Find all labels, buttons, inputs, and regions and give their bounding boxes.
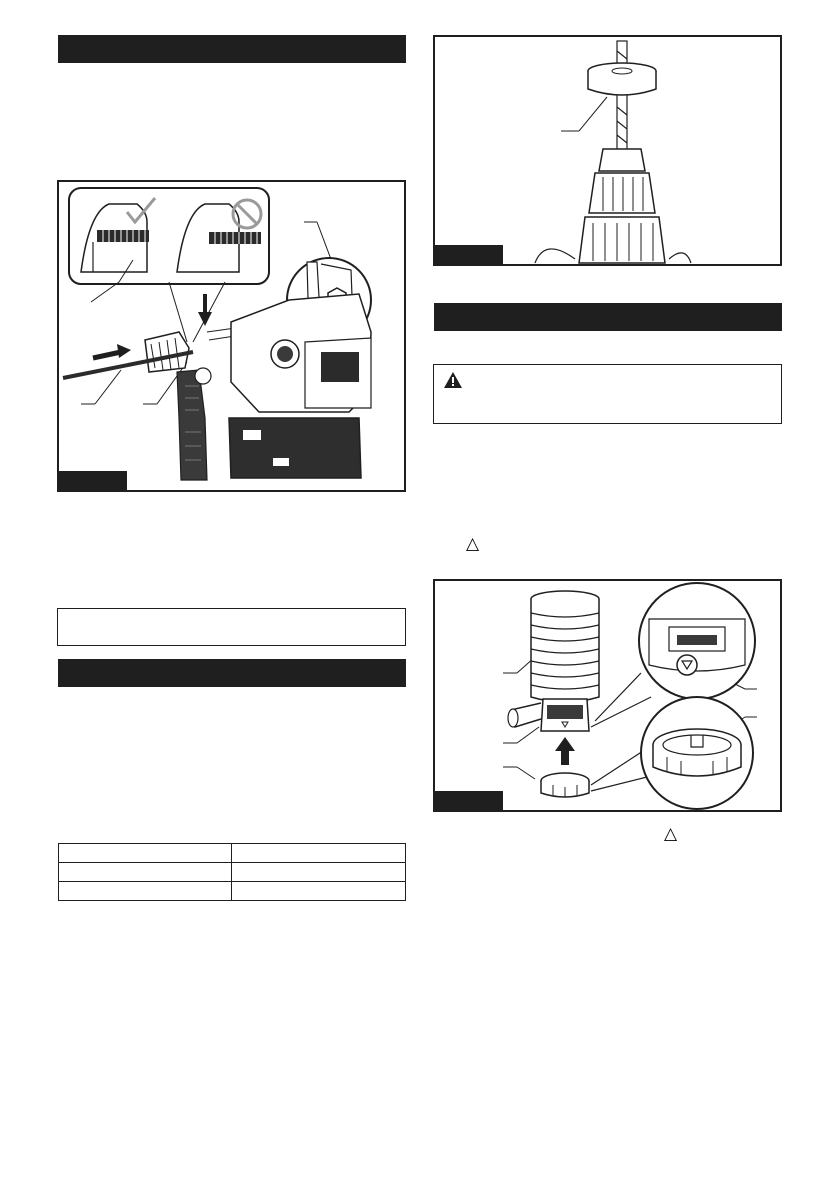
table-row bbox=[59, 882, 406, 901]
section-header-bar-1 bbox=[58, 35, 406, 63]
up-arrow-icon bbox=[555, 737, 575, 765]
note-box bbox=[57, 608, 406, 646]
figure-number-tag bbox=[435, 245, 503, 264]
figure-number-tag bbox=[435, 791, 503, 810]
warning-triangle-icon bbox=[444, 372, 462, 388]
table-cell bbox=[232, 882, 406, 901]
warning-box bbox=[433, 364, 782, 424]
table-cell bbox=[232, 863, 406, 882]
figure-number-tag bbox=[59, 471, 127, 490]
table-cell bbox=[59, 844, 232, 863]
rotary-hammer-illustration bbox=[59, 182, 404, 490]
figure-depth-rod-installation bbox=[57, 180, 406, 492]
specification-table bbox=[58, 843, 406, 901]
table-row bbox=[59, 844, 406, 863]
table-row bbox=[59, 863, 406, 882]
table-cell bbox=[59, 882, 232, 901]
figure-dust-cup bbox=[433, 35, 782, 266]
dust-extractor-illustration bbox=[435, 581, 780, 810]
section-header-bar-3 bbox=[434, 303, 782, 331]
table-cell bbox=[59, 863, 232, 882]
figure-dust-extractor-assembly bbox=[433, 579, 782, 812]
insert-arrow-icon bbox=[93, 344, 131, 358]
dust-cup-illustration bbox=[435, 37, 780, 264]
triangle-alignment-mark-icon: △ bbox=[466, 534, 480, 554]
triangle-alignment-mark-icon: △ bbox=[664, 824, 678, 844]
section-header-bar-2 bbox=[58, 659, 406, 687]
table-cell bbox=[232, 844, 406, 863]
